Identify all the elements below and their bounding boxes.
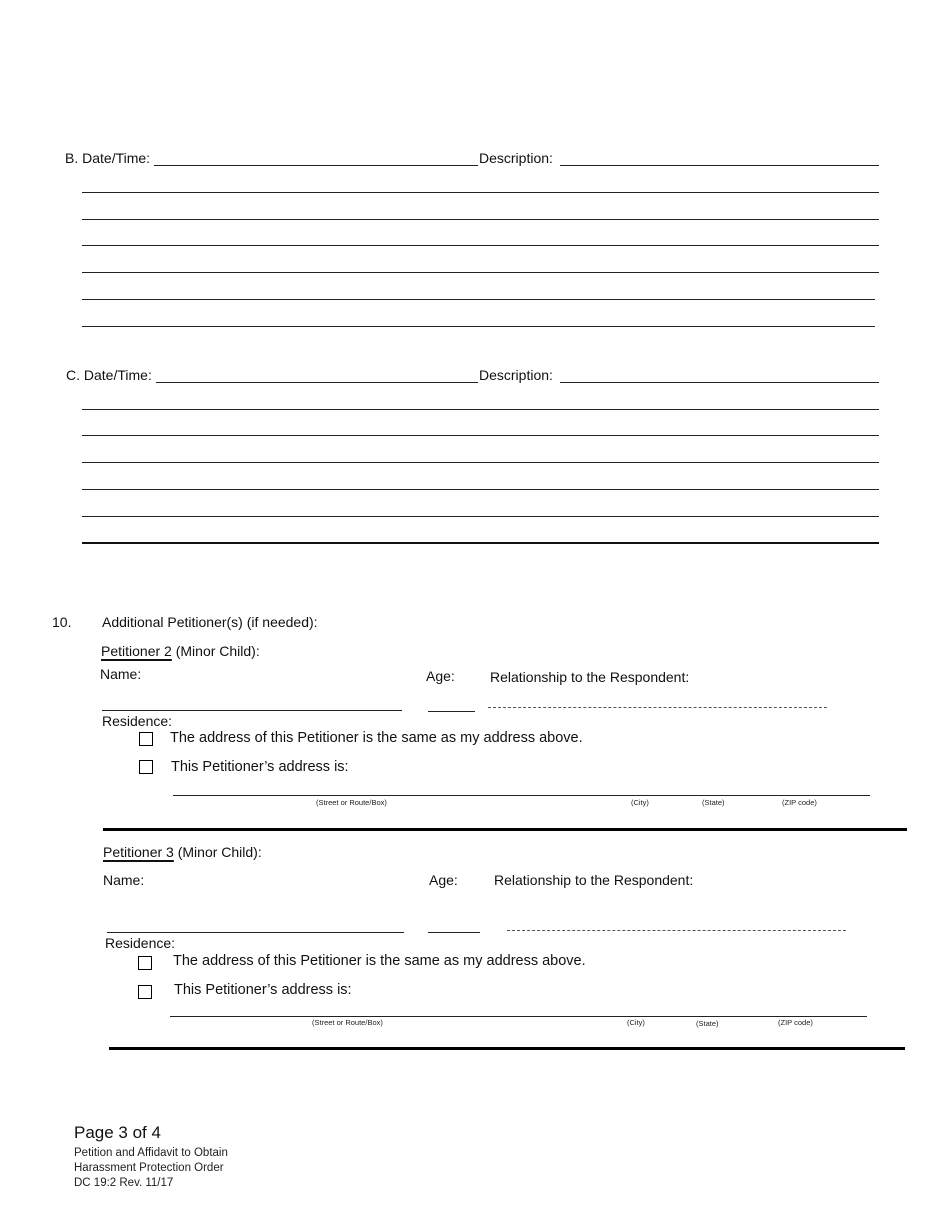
section-b-line-5[interactable] <box>82 299 875 300</box>
petitioner-3-zip-caption: (ZIP code) <box>778 1018 813 1027</box>
section-c-description-label: Description: <box>479 367 553 383</box>
petitioner-2-name-field[interactable] <box>102 710 402 711</box>
form-title-line-2: Harassment Protection Order <box>74 1162 224 1174</box>
petitioner-2-zip-caption: (ZIP code) <box>782 798 817 807</box>
petitioner-2-other-address-label: This Petitioner’s address is: <box>171 759 349 775</box>
petitioner-3-address-field[interactable] <box>170 1016 867 1017</box>
petitioner-3-same-address-label: The address of this Petitioner is the same as my address above. <box>173 953 586 969</box>
petitioner-2-title-suffix: (Minor Child): <box>175 643 260 659</box>
petitioner-3-title-row <box>103 844 262 860</box>
petitioner-2-name-label: Name: <box>100 666 142 682</box>
page-number: Page 3 of 4 <box>74 1123 161 1142</box>
petitioner-3-other-address-label: This Petitioner’s address is: <box>174 982 352 998</box>
item-10-number: 10. <box>52 614 72 630</box>
petitioner-2-divider <box>103 828 907 831</box>
section-c-line-2[interactable] <box>82 435 879 436</box>
petitioner-2-same-address-checkbox[interactable] <box>139 732 153 746</box>
petitioner-2-age-label: Age: <box>426 668 455 684</box>
petitioner-2-title-row <box>101 643 260 659</box>
petitioner-2-street-caption: (Street or Route/Box) <box>316 798 387 807</box>
petitioner-3-relationship-field[interactable] <box>507 930 846 931</box>
petitioner-3-age-field[interactable] <box>428 932 480 933</box>
petitioner-3-residence-label: Residence: <box>105 935 176 951</box>
petitioner-3-city-caption: (City) <box>627 1018 645 1027</box>
petitioner-2-relationship-field[interactable] <box>488 707 827 708</box>
section-b-line-4[interactable] <box>82 272 879 273</box>
petitioner-2-residence-label: Residence: <box>102 713 173 729</box>
petitioner-2-address-field[interactable] <box>173 795 870 796</box>
petitioner-3-name-field[interactable] <box>107 932 404 933</box>
petitioner-3-street-caption: (Street or Route/Box) <box>312 1018 383 1027</box>
form-code: DC 19:2 Rev. 11/17 <box>74 1177 174 1189</box>
petitioner-3-relationship-label: Relationship to the Respondent: <box>494 872 694 888</box>
petitioner-3-same-address-checkbox[interactable] <box>138 956 152 970</box>
section-c-description-field[interactable] <box>560 382 879 383</box>
section-b-description-label: Description: <box>479 150 553 166</box>
petitioner-3-state-caption: (State) <box>696 1019 719 1028</box>
section-c-line-5[interactable] <box>82 516 879 517</box>
section-c-datetime-field[interactable] <box>156 382 478 383</box>
section-b-datetime-field[interactable] <box>154 165 478 166</box>
petitioner-3-divider <box>109 1047 905 1050</box>
form-title-line-1: Petition and Affidavit to Obtain <box>74 1147 228 1159</box>
petitioner-3-title: Petitioner 3 <box>103 844 174 860</box>
petitioner-2-age-field[interactable] <box>428 711 475 712</box>
petitioner-3-other-address-checkbox[interactable] <box>138 985 152 999</box>
petitioner-2-same-address-label: The address of this Petitioner is the same as my address above. <box>170 730 583 746</box>
petitioner-2-relationship-label: Relationship to the Respondent: <box>490 669 690 685</box>
section-b-description-field[interactable] <box>560 165 879 166</box>
section-c-line-1[interactable] <box>82 409 879 410</box>
petitioner-2-state-caption: (State) <box>702 798 725 807</box>
section-b-line-6[interactable] <box>82 326 875 327</box>
petitioner-2-city-caption: (City) <box>631 798 649 807</box>
section-c-line-6[interactable] <box>82 542 879 544</box>
item-10-heading: Additional Petitioner(s) (if needed): <box>102 614 318 630</box>
section-c-datetime-label: C. Date/Time: <box>66 367 152 383</box>
petitioner-3-age-label: Age: <box>429 872 458 888</box>
petitioner-3-title-suffix: (Minor Child): <box>177 844 262 860</box>
petitioner-2-title: Petitioner 2 <box>101 643 172 659</box>
section-b-line-2[interactable] <box>82 219 879 220</box>
section-b-datetime-label: B. Date/Time: <box>65 150 151 166</box>
petitioner-2-other-address-checkbox[interactable] <box>139 760 153 774</box>
section-c-line-3[interactable] <box>82 462 879 463</box>
section-c-line-4[interactable] <box>82 489 879 490</box>
section-b-line-3[interactable] <box>82 245 879 246</box>
petitioner-3-name-label: Name: <box>103 872 145 888</box>
section-b-line-1[interactable] <box>82 192 879 193</box>
